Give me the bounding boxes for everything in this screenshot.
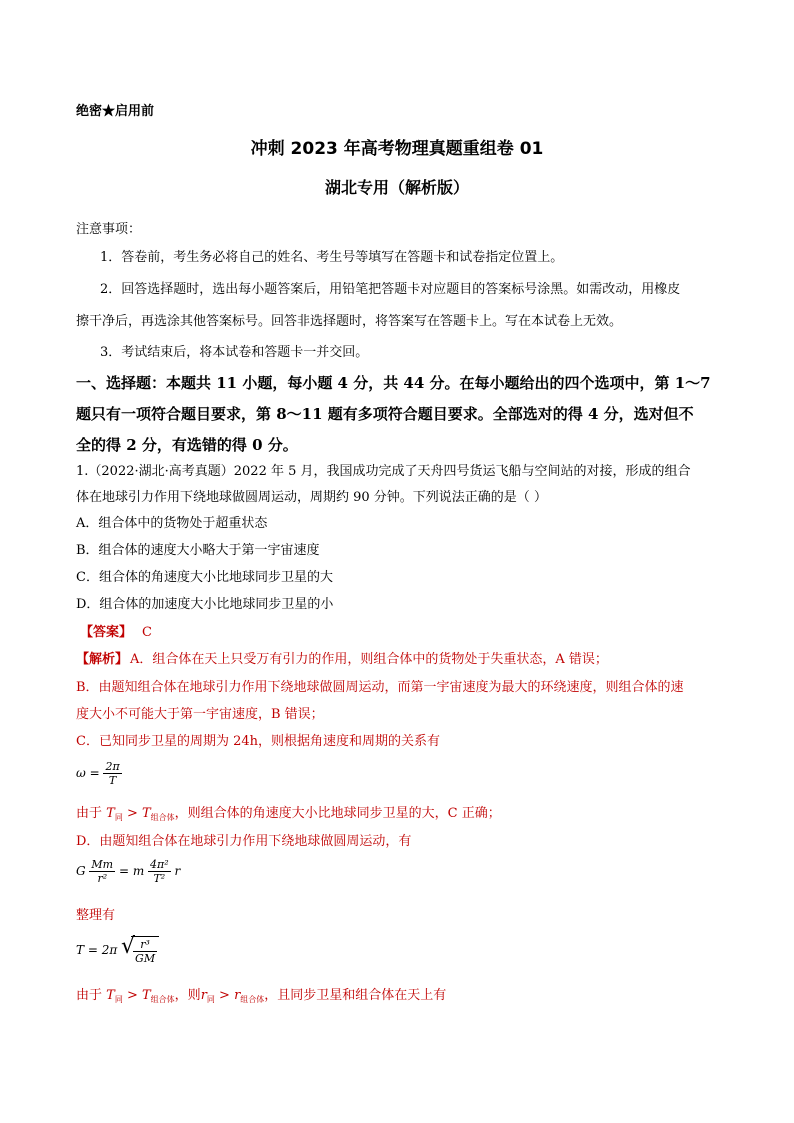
section-heading-line-1: 一、选择题：本题共 11 小题，每小题 4 分，共 44 分。在每小题给出的四个选项中，第 1～7 [76, 374, 711, 392]
formula-period-sqrt [121, 936, 159, 965]
formula-omega-lhs: ω = [76, 766, 100, 780]
formula-gravity-num-2: 4π² [150, 858, 169, 871]
analysis-b-line-2: 度大小不可能大于第一宇宙速度，B 错误； [76, 707, 324, 722]
formula-gravity-den-1: r² [97, 872, 108, 885]
final-suffix: ，且同步卫星和组合体在天上有 [264, 988, 447, 1003]
final-prefix: 由于 [76, 988, 103, 1003]
formula-gravity-den-2: T² [153, 872, 166, 885]
c-conclusion-sub2: 组合体 [150, 813, 175, 822]
final-sub1: 同 [114, 995, 123, 1004]
page-title: 冲刺 2023 年高考物理真题重组卷 01 [250, 139, 544, 159]
formula-gravity-num-1: Mm [91, 858, 114, 871]
final-t2: T [142, 988, 151, 1003]
formula-period-denominator: GM [135, 952, 156, 965]
formula-gravity-fraction-1 [89, 858, 115, 885]
note-item-1: 1．答卷前，考生务必将自己的姓名、考生号等填写在答题卡和试卷指定位置上。 [100, 250, 564, 265]
option-b: B．组合体的速度大小略大于第一宇宙速度 [76, 543, 320, 558]
formula-gravity-g: G [76, 864, 86, 878]
formula-gravity-fraction-2 [148, 858, 171, 885]
formula-period [76, 936, 159, 965]
note-item-2-line-1: 2．回答选择题时，选出每小题答案后，用铅笔把答题卡对应题目的答案标号涂黑。如需改动，用橡皮 [100, 282, 681, 297]
final-r2: r [234, 988, 241, 1003]
final-mid: ，则 [174, 988, 201, 1003]
analysis-label: 【解析】 [76, 652, 129, 667]
formula-gravity-r: r [174, 864, 181, 878]
formula-gravity-eq: = m [118, 864, 145, 878]
notes-heading: 注意事项： [76, 222, 142, 237]
note-item-3: 3．考试结束后，将本试卷和答题卡一并交回。 [100, 345, 369, 360]
option-d: D．组合体的加速度大小比地球同步卫星的小 [76, 597, 334, 612]
formula-omega-fraction [103, 760, 121, 787]
analysis-c-conclusion [76, 806, 501, 826]
answer-label: 【答案】 [80, 625, 133, 640]
c-conclusion-prefix: 由于 [76, 806, 103, 821]
option-a: A．组合体中的货物处于超重状态 [76, 516, 268, 531]
c-conclusion-t1: T [106, 806, 115, 821]
c-conclusion-sub1: 同 [114, 813, 123, 822]
formula-period-lhs: T = 2π [76, 943, 118, 957]
final-sub2: 组合体 [150, 995, 175, 1004]
final-rsub2: 组合体 [240, 995, 265, 1004]
question-stem-line-2: 体在地球引力作用下绕地球做圆周运动，周期约 90 分钟。下列说法正确的是（ ） [76, 490, 547, 505]
note-item-2-line-2: 擦干净后，再选涂其他答案标号。回答非选择题时，将答案写在答题卡上。写在本试卷上无效。 [76, 314, 623, 329]
analysis-c: C．已知同步卫星的周期为 24h，则根据角速度和周期的关系有 [76, 734, 440, 749]
final-r1: r [200, 988, 207, 1003]
formula-period-sqrt-inner [131, 936, 159, 965]
formula-gravity [76, 858, 180, 885]
analysis-final-line [76, 988, 446, 1008]
formula-omega-denominator: T [108, 774, 117, 787]
analysis-d: D．由题知组合体在地球引力作用下绕地球做圆周运动，有 [76, 834, 412, 849]
c-conclusion-t2: T [142, 806, 151, 821]
formula-omega [76, 760, 122, 787]
c-conclusion-suffix: ，则组合体的角速度大小比地球同步卫星的大，C 正确； [174, 806, 501, 821]
confidential-label: 绝密★启用前 [76, 104, 155, 119]
answer-value: C [142, 625, 152, 640]
formula-period-fraction [133, 938, 157, 965]
section-heading-line-3: 全的得 2 分，有选错的得 0 分。 [76, 436, 298, 454]
analysis-b-line-1: B．由题知组合体在地球引力作用下绕地球做圆周运动，而第一宇宙速度为最大的环绕速度，则组合体的速 [76, 680, 684, 695]
c-conclusion-gt: > [122, 806, 142, 821]
final-t1: T [106, 988, 115, 1003]
final-rsub1: 同 [206, 995, 215, 1004]
final-gt2: > [214, 988, 235, 1003]
final-gt: > [122, 988, 142, 1003]
analysis-tidy: 整理有 [76, 908, 116, 923]
analysis-a: A．组合体在天上只受万有引力的作用，则组合体中的货物处于失重状态，A 错误； [130, 652, 608, 667]
formula-omega-numerator: 2π [105, 760, 120, 773]
page-subtitle: 湖北专用（解析版） [324, 178, 469, 197]
section-heading-line-2: 题只有一项符合题目要求，第 8～11 题有多项符合题目要求。全部选对的得 4 分，选对但不 [76, 405, 694, 423]
formula-period-numerator: √ r³ [133, 938, 157, 952]
option-c: C．组合体的角速度大小比地球同步卫星的大 [76, 570, 333, 585]
question-stem-line-1: 1.（2022·湖北·高考真题）2022 年 5 月，我国成功完成了天舟四号货运飞船与空间站的对接，形成的组合 [76, 464, 691, 479]
